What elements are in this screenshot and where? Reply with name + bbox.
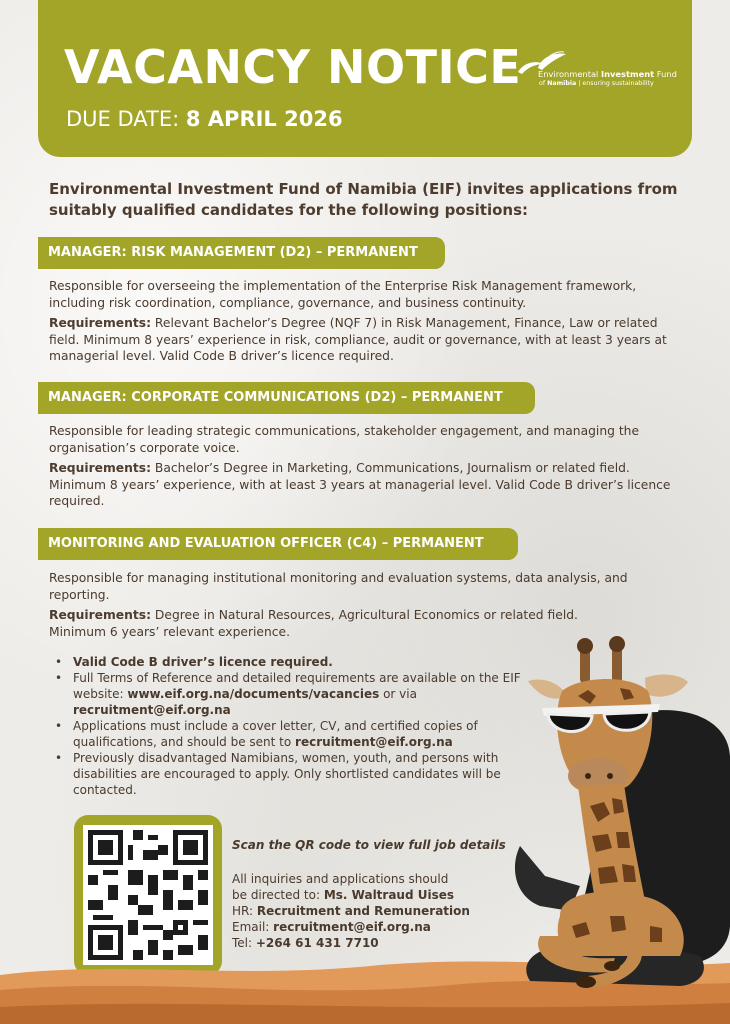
logo-text-line1: Environmental Investment Fund (538, 69, 677, 79)
notes-list (55, 654, 535, 798)
giraffe-with-sunglasses-illustration (500, 636, 730, 996)
list-item: • Valid Code B driver’s licence required. (55, 654, 535, 670)
contact-department: Recruitment and Remuneration (256, 904, 470, 918)
eif-logo (516, 50, 686, 92)
vacancies-link[interactable]: www.eif.org.na/documents/vacancies (127, 687, 380, 701)
position-requirements: Requirements: Degree in Natural Resources, Agricultural Economics or related field. Minimum 6 years’ relevant experience. (49, 608, 578, 639)
list-item: • Full Terms of Reference and detailed requirements are available on the EIF website: www.eif.org.na/documents/vacancies or via recruitment@eif.org.na (55, 670, 535, 718)
position-title-communications-manager: MANAGER: CORPORATE COMMUNICATIONS (D2) – PERMANENT (38, 382, 535, 414)
recruitment-email-link[interactable]: recruitment@eif.org.na (73, 703, 231, 717)
qr-code-icon[interactable] (83, 825, 213, 965)
page-title: VACANCY NOTICE (64, 40, 522, 94)
contact-email[interactable]: recruitment@eif.org.na (273, 920, 431, 934)
qr-panel (74, 815, 222, 975)
position-requirements: Requirements: Bachelor’s Degree in Marketing, Communications, Journalism or related field. Minimum 8 years’ experience, with at least 3 years at managerial level. Valid Code B driver’s licence required. (49, 461, 671, 508)
contact-name: Ms. Waltraud Uises (323, 888, 455, 902)
recruitment-email-link[interactable]: recruitment@eif.org.na (295, 735, 453, 749)
position-requirements: Requirements: Relevant Bachelor’s Degree (NQF 7) in Risk Management, Finance, Law or related field. Minimum 8 years’ experience in risk, compliance, audit or governance, with at least 3 years at managerial level. Valid Code B driver’s licence required. (49, 316, 667, 363)
header-banner (38, 0, 692, 157)
position-description: Responsible for managing institutional monitoring and evaluation systems, data analysis, and reporting. (49, 571, 628, 602)
list-item: • Previously disadvantaged Namibians, women, youth, and persons with disabilities are encouraged to apply. Only shortlisted candidates will be contacted. (55, 750, 535, 798)
position-description: Responsible for overseeing the implementation of the Enterprise Risk Management framework, including risk coordination, compliance, governance, and business continuity. (49, 279, 637, 310)
position-description: Responsible for leading strategic communications, stakeholder engagement, and managing the organisation’s corporate voice. (49, 424, 640, 455)
position-title-risk-manager: MANAGER: RISK MANAGEMENT (D2) – PERMANENT (38, 237, 445, 269)
logo-text-line2: of Namibia | ensuring sustainability (539, 80, 654, 87)
due-date: DUE DATE: 8 APRIL 2026 (66, 107, 343, 131)
list-item: • Applications must include a cover letter, CV, and certified copies of qualifications, and should be sent to recruitment@eif.org.na (55, 718, 535, 750)
scan-instructions: Scan the QR code to view full job details (232, 838, 506, 852)
intro-text: Environmental Investment Fund of Namibia (EIF) invites applications from suitably qualified candidates for the following positions: (49, 180, 678, 219)
position-title-me-officer: MONITORING AND EVALUATION OFFICER (C4) – PERMANENT (38, 528, 518, 560)
contact-block: All inquiries and applications should be directed to: Ms. Waltraud Uises HR: Recruitment and Remuneration Email: recruitment@eif.org.na Tel: +264 61 431 7710 (232, 872, 470, 950)
contact-phone[interactable]: +264 61 431 7710 (255, 936, 379, 950)
